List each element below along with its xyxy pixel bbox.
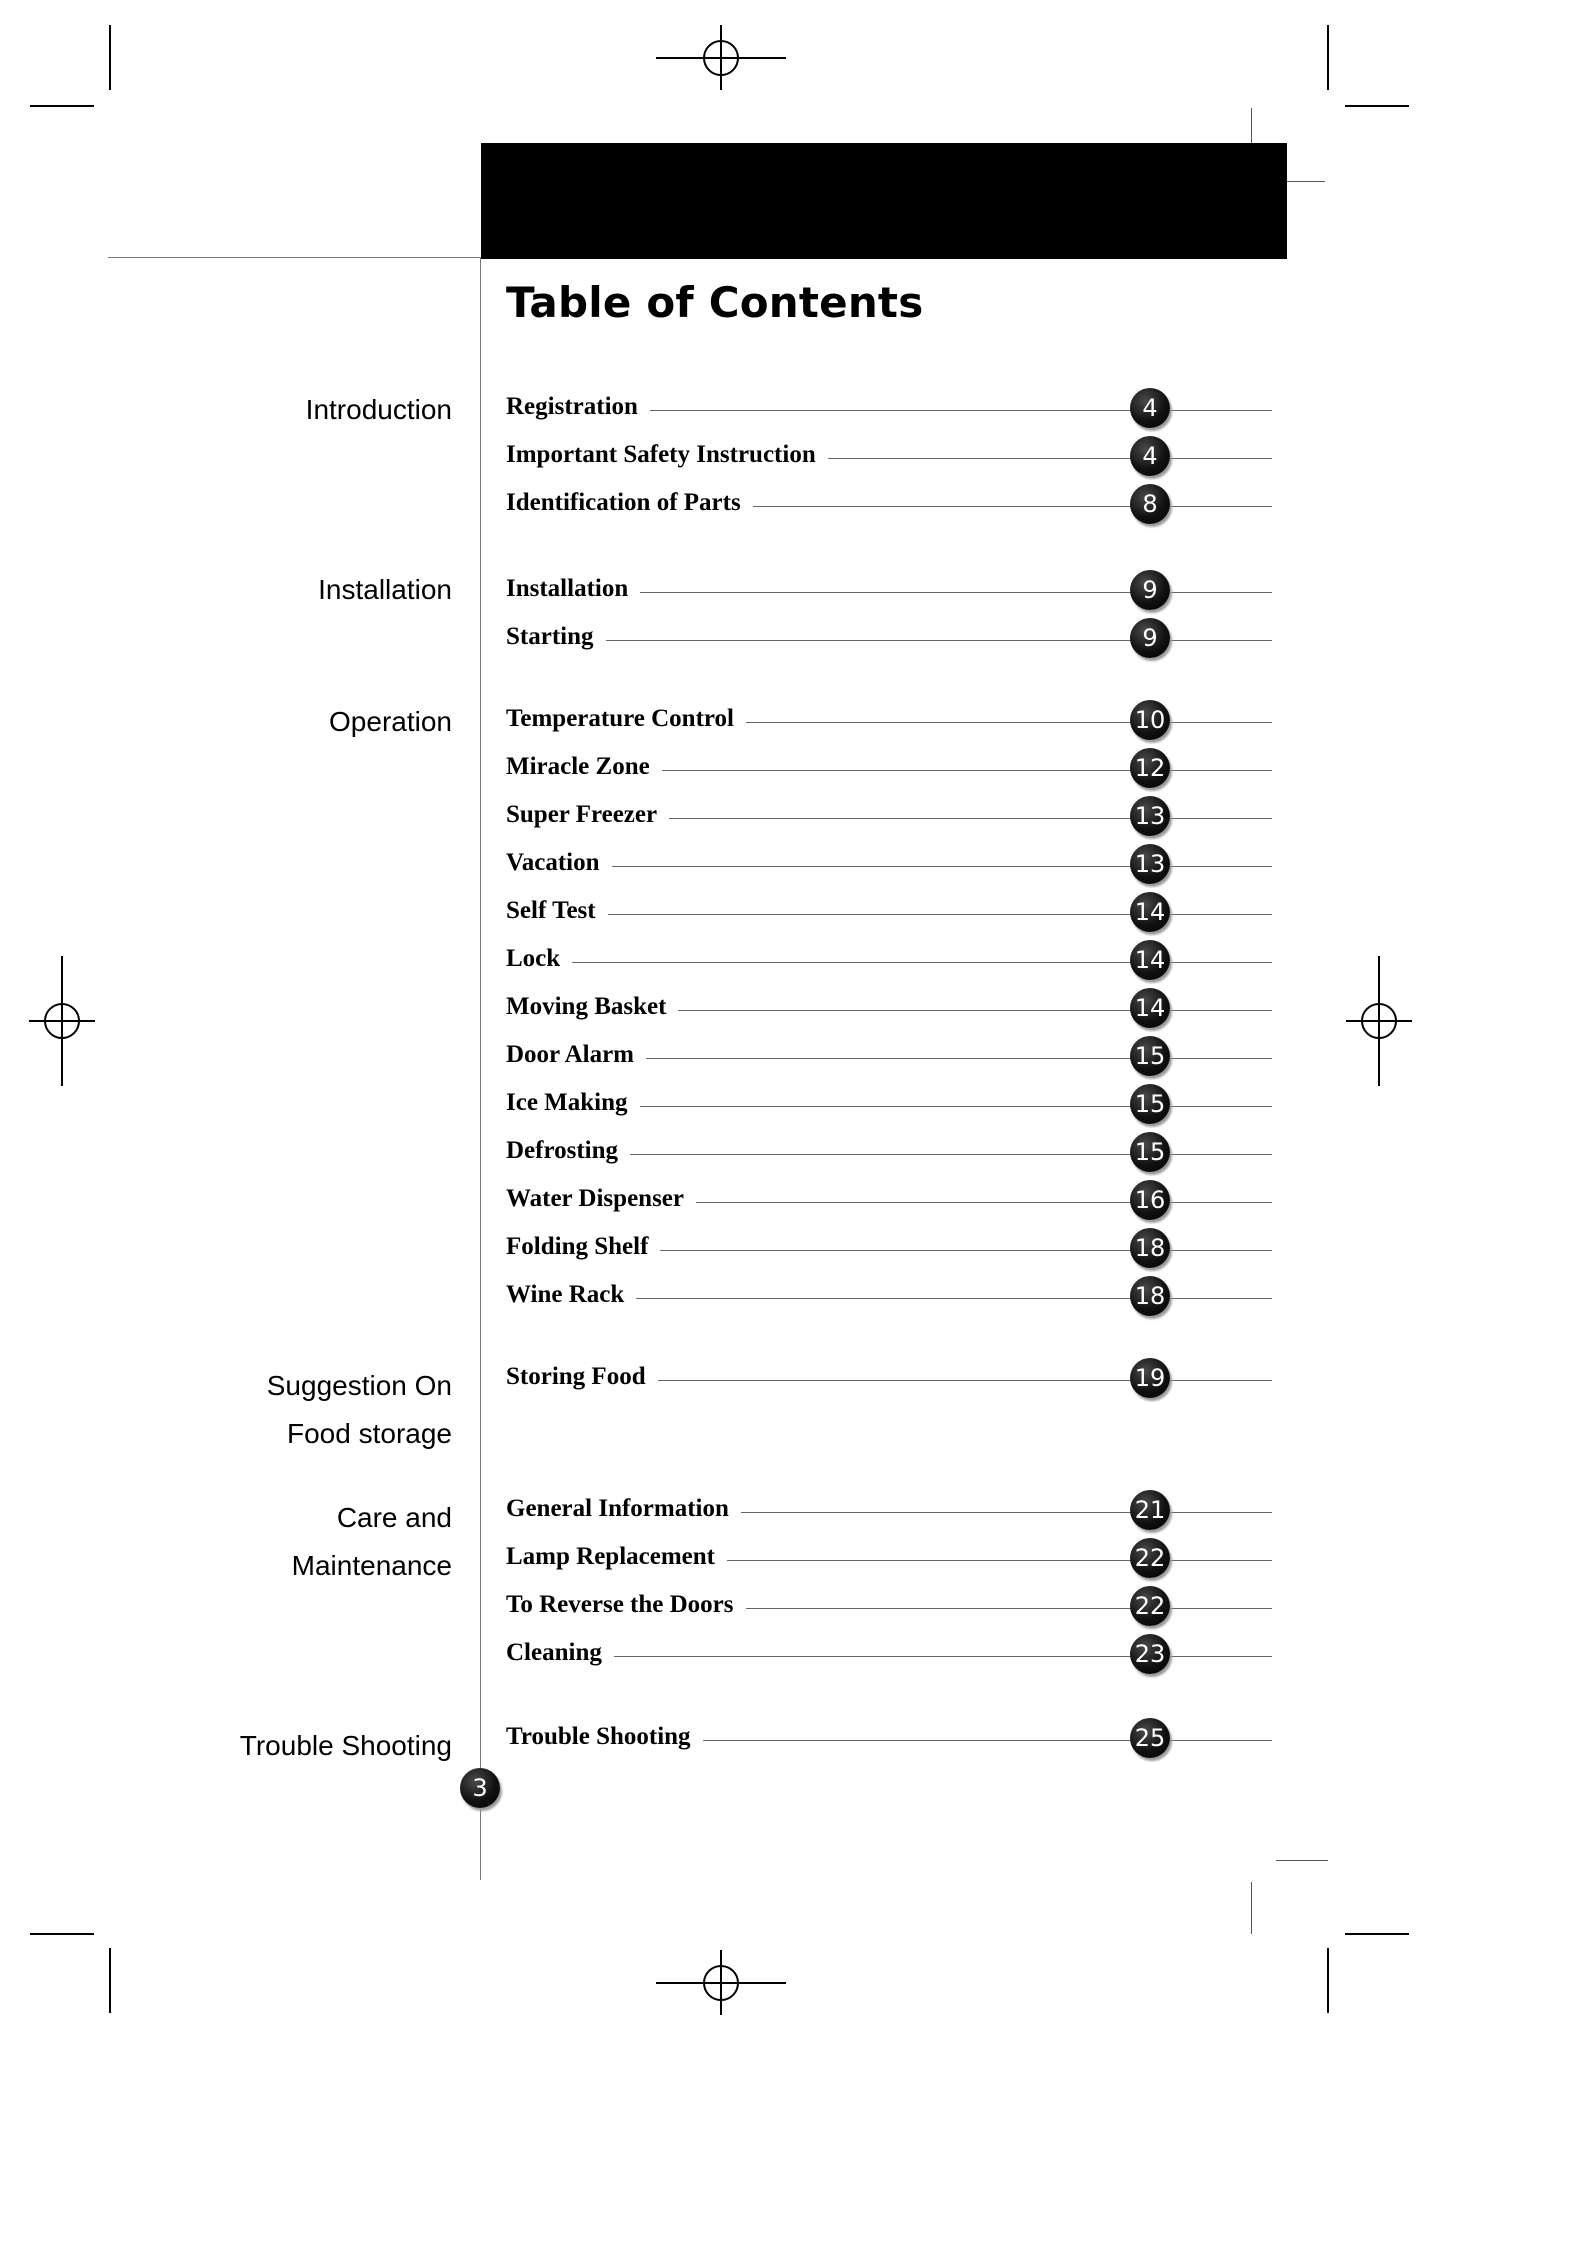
toc-entry[interactable] xyxy=(506,568,1272,616)
toc-entry[interactable] xyxy=(506,1034,1272,1082)
entry-title: Storing Food xyxy=(506,1360,658,1394)
page-badge: 4 xyxy=(1130,388,1170,428)
toc-entry[interactable] xyxy=(506,1584,1272,1632)
page-badge: 23 xyxy=(1130,1634,1170,1674)
toc-entry[interactable] xyxy=(506,698,1272,746)
column-divider xyxy=(480,258,481,1880)
page-badge: 10 xyxy=(1130,700,1170,740)
entry-title: Vacation xyxy=(506,846,612,880)
header-bar xyxy=(481,143,1287,259)
toc-entry[interactable] xyxy=(506,1716,1272,1764)
entry-title: Temperature Control xyxy=(506,702,746,736)
page-badge: 15 xyxy=(1130,1036,1170,1076)
entry-title: Door Alarm xyxy=(506,1038,646,1072)
toc-entry[interactable] xyxy=(506,482,1272,530)
entry-title: Lock xyxy=(506,942,572,976)
page-badge: 4 xyxy=(1130,436,1170,476)
page-number-badge: 3 xyxy=(460,1768,500,1808)
toc-entry[interactable] xyxy=(506,1226,1272,1274)
entry-title: Self Test xyxy=(506,894,608,928)
page-badge: 16 xyxy=(1130,1180,1170,1220)
page-badge: 9 xyxy=(1130,570,1170,610)
toc-entry[interactable] xyxy=(506,1632,1272,1680)
page-badge: 22 xyxy=(1130,1586,1170,1626)
page-badge: 13 xyxy=(1130,844,1170,884)
toc-entry[interactable] xyxy=(506,386,1272,434)
toc-entry[interactable] xyxy=(506,842,1272,890)
page-badge: 18 xyxy=(1130,1276,1170,1316)
entry-title: Folding Shelf xyxy=(506,1230,660,1264)
entry-title: Installation xyxy=(506,572,640,606)
page-badge: 14 xyxy=(1130,940,1170,980)
entry-title: Super Freezer xyxy=(506,798,669,832)
section-label-suggestion-line1: Suggestion On xyxy=(266,1370,452,1401)
entry-title: Lamp Replacement xyxy=(506,1540,727,1574)
page-badge: 14 xyxy=(1130,988,1170,1028)
page-badge: 15 xyxy=(1130,1084,1170,1124)
page-badge: 21 xyxy=(1130,1490,1170,1530)
top-rule xyxy=(108,257,481,258)
toc-entry[interactable] xyxy=(506,986,1272,1034)
toc-entry[interactable] xyxy=(506,1536,1272,1584)
toc-entry[interactable] xyxy=(506,616,1272,664)
page-badge: 13 xyxy=(1130,796,1170,836)
entry-title: Water Dispenser xyxy=(506,1182,696,1216)
entry-title: Moving Basket xyxy=(506,990,678,1024)
entry-title: Miracle Zone xyxy=(506,750,662,784)
page-badge: 9 xyxy=(1130,618,1170,658)
toc-entry[interactable] xyxy=(506,1356,1272,1404)
toc-entry[interactable] xyxy=(506,1178,1272,1226)
toc-entry[interactable] xyxy=(506,1274,1272,1322)
page-badge: 22 xyxy=(1130,1538,1170,1578)
entry-title: General Information xyxy=(506,1492,741,1526)
page-badge: 18 xyxy=(1130,1228,1170,1268)
section-label-care-line2: Maintenance xyxy=(291,1550,452,1581)
entry-title: Identification of Parts xyxy=(506,486,753,520)
section-label-suggestion-line2: Food storage xyxy=(287,1418,452,1449)
section-label-introduction: Introduction xyxy=(305,394,452,425)
entry-title: Registration xyxy=(506,390,650,424)
toc-entry[interactable] xyxy=(506,890,1272,938)
toc-entry[interactable] xyxy=(506,434,1272,482)
page-badge: 15 xyxy=(1130,1132,1170,1172)
toc-entry[interactable] xyxy=(506,1082,1272,1130)
toc-entry[interactable] xyxy=(506,1130,1272,1178)
entry-title: Defrosting xyxy=(506,1134,630,1168)
entry-title: Trouble Shooting xyxy=(506,1720,703,1754)
page-badge: 14 xyxy=(1130,892,1170,932)
entry-title: Wine Rack xyxy=(506,1278,636,1312)
entry-title: Important Safety Instruction xyxy=(506,438,828,472)
page-badge: 12 xyxy=(1130,748,1170,788)
page-badge: 19 xyxy=(1130,1358,1170,1398)
section-label-trouble-shooting: Trouble Shooting xyxy=(239,1730,452,1761)
toc-entry[interactable] xyxy=(506,1488,1272,1536)
entry-title: Ice Making xyxy=(506,1086,640,1120)
section-label-care-line1: Care and xyxy=(336,1502,452,1533)
toc-entry[interactable] xyxy=(506,746,1272,794)
page-badge: 8 xyxy=(1130,484,1170,524)
entry-title: To Reverse the Doors xyxy=(506,1588,746,1622)
section-label-installation: Installation xyxy=(318,574,452,605)
entry-title: Cleaning xyxy=(506,1636,614,1670)
page-badge: 25 xyxy=(1130,1718,1170,1758)
toc-entry[interactable] xyxy=(506,938,1272,986)
toc-entry[interactable] xyxy=(506,794,1272,842)
entry-title: Starting xyxy=(506,620,606,654)
section-label-operation: Operation xyxy=(329,706,452,737)
page-title: Table of Contents xyxy=(506,278,924,327)
